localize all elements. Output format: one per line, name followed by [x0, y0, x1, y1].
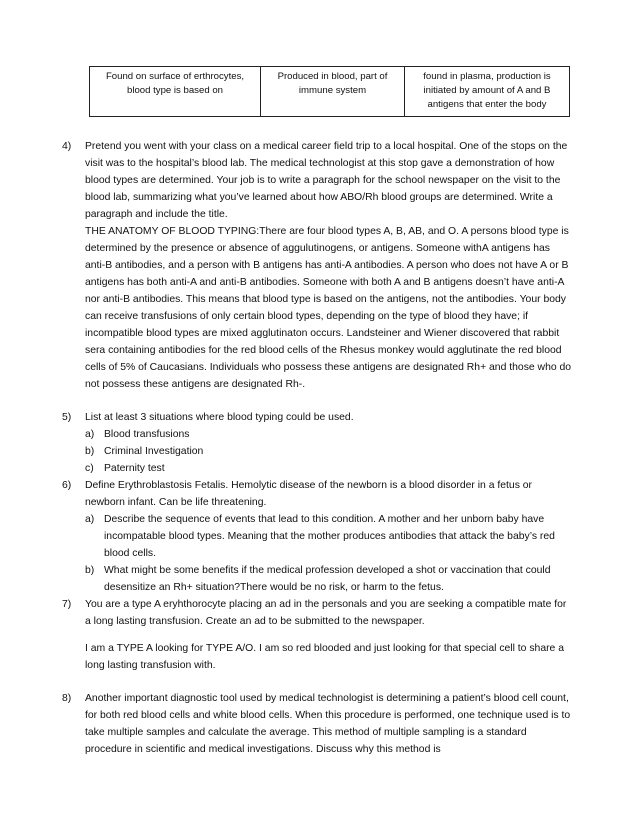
list-item — [85, 460, 572, 477]
list-letter: b) — [85, 565, 95, 576]
question-prompt: Pretend you went with your class on a medical career field trip to a local hospital. One of the stops on the visit was to the hospital’s blood lab. The medical technologist at this stop gave a demonstration of how blood types are determined. Your job is to write a paragraph for the school newspaper on the visit to the blood lab, summarizing what you’ve learned about how ABO/Rh blood groups are determined. Write a paragraph and include the title. — [85, 141, 568, 220]
question-4 — [62, 138, 572, 393]
question-number: 8) — [62, 693, 72, 704]
table-row — [90, 67, 570, 117]
question-prompt: You are a type A eryhthorocyte placing an ad in the personals and you are seeking a compatible mate for a long lasting transfusion. Create an ad to be submitted to the newspaper. — [85, 599, 567, 627]
list-text: What might be some benefits if the medical profession developed a shot or vaccination that could desensitize an Rh+ situation?There would be no risk, or harm to the fetus. — [104, 565, 551, 593]
question-prompt: List at least 3 situations where blood typing could be used. — [85, 412, 354, 423]
question-number: 7) — [62, 599, 72, 610]
list-text: Paternity test — [104, 463, 165, 474]
answer-text: I am a TYPE A looking for TYPE A/O. I am so red blooded and just looking for that special cell to share a long lasting transfusion with. — [85, 643, 565, 671]
list-item — [85, 562, 572, 596]
question-number: 6) — [62, 480, 72, 491]
list-item — [85, 511, 572, 562]
table-cell-agglutinins: found in plasma, production is initiated by amount of A and B antigens that enter the body — [405, 67, 570, 117]
answer-text: THE ANATOMY OF BLOOD TYPING:There are four blood types A, B, AB, and O. A persons blood type is determined by the presence or absence of aggulutinogens, or antigens. Someone withA antigens has anti-B antibodies, and a person with B antigens has anti-A antibodies. A person who does not have A or B antigens has both anti-A and anti-B antibodies. Someone with both A and B antigens doesn’t have anti-A nor anti-B antibodies. This means that blood type is based on the antigens, not the antibodies. Your body can receive transfusions of only certain blood types, depending on the type of blood they have; if incompatible blood types are mixed agglutinaton occurs. Landsteiner and Wiener discovered that rabbit sera containing antibodies for the red blood cells of the Rhesus monkey would agglutinate the red blood cells of 5% of Caucasians. Individuals who possess these antigens are designated Rh+ and those who do not possess these antigens are designated Rh-. — [85, 226, 572, 390]
question-number: 5) — [62, 412, 72, 423]
question-prompt: Define Erythroblastosis Fetalis. Hemolytic disease of the newborn is a blood disorder in a fetus or newborn infant. Can be life threatening. — [85, 480, 533, 508]
question-5 — [62, 409, 572, 477]
table-cell-antibodies: Produced in blood, part of immune system — [261, 67, 405, 117]
list-letter: a) — [85, 514, 95, 525]
list-item — [85, 443, 572, 460]
question-6 — [62, 477, 572, 596]
question-prompt: Another important diagnostic tool used by medical technologist is determining a patient’s blood cell count, for both red blood cells and white blood cells. When this procedure is performed, one technique used is to take multiple samples and calculate the average. This method of multiple sampling is a standard procedure in scientific and medical investigations. Discuss why this method is — [85, 693, 571, 755]
antigen-antibody-table — [89, 66, 570, 117]
list-text: Criminal Investigation — [104, 446, 204, 457]
list-letter: c) — [85, 463, 94, 474]
list-letter: a) — [85, 429, 95, 440]
document-body — [62, 138, 572, 758]
question-8 — [62, 690, 572, 758]
list-letter: b) — [85, 446, 95, 457]
question-number: 4) — [62, 141, 72, 152]
list-text: Blood transfusions — [104, 429, 190, 440]
list-item — [85, 426, 572, 443]
question-7 — [62, 596, 572, 674]
table-cell-antigens: Found on surface of erthrocytes, blood type is based on — [90, 67, 261, 117]
list-text: Describe the sequence of events that lead to this condition. A mother and her unborn baby have incompatable blood types. Meaning that the mother produces antibodies that attack the baby’s red blood cells. — [104, 514, 555, 559]
